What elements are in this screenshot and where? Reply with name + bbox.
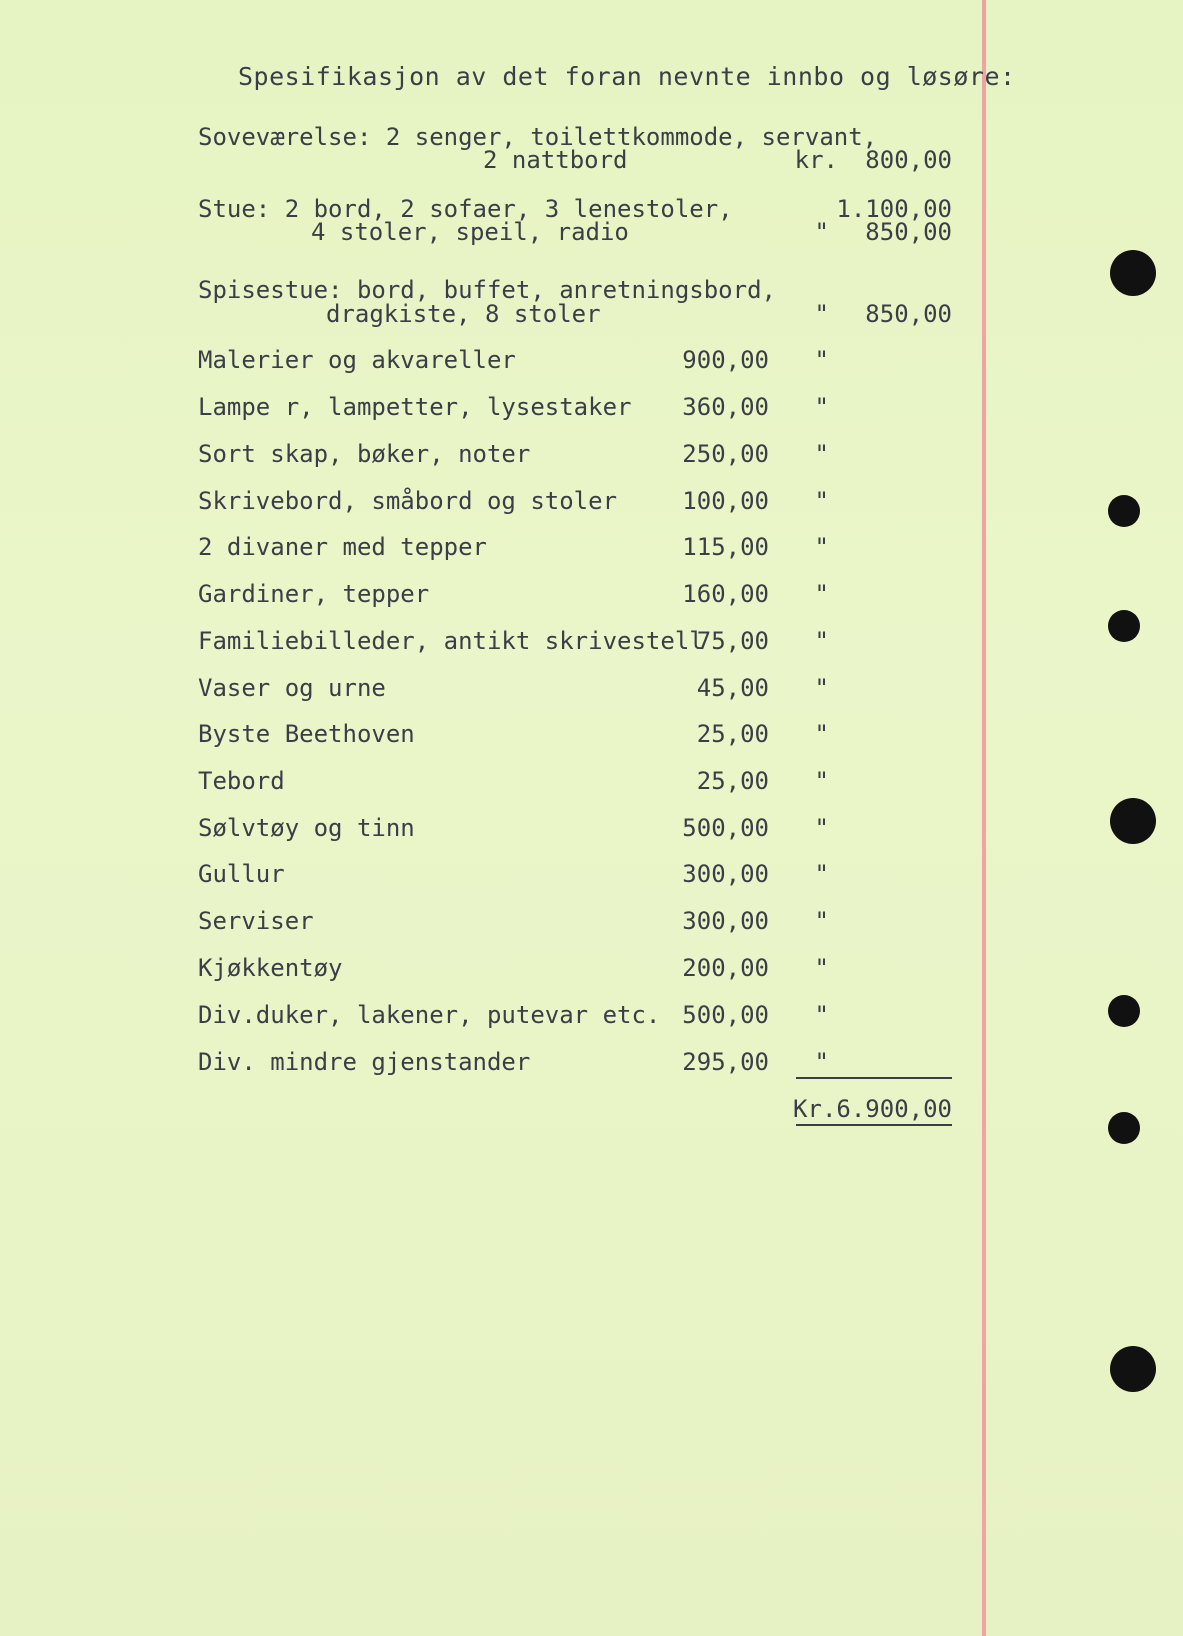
ditto-mark: " <box>814 218 829 246</box>
item-amount: 75,00 <box>696 627 769 655</box>
ditto-mark: " <box>814 1001 829 1029</box>
list-item <box>0 1001 1000 1031</box>
list-item <box>0 393 1000 423</box>
punch-hole <box>1110 798 1156 844</box>
ditto-mark: " <box>814 580 829 608</box>
list-item <box>0 627 1000 657</box>
item-label: Serviser <box>198 907 314 935</box>
list-item <box>0 487 1000 517</box>
item-amount: 360,00 <box>682 393 769 421</box>
item-label: Gardiner, tepper <box>198 580 430 608</box>
item-label: Gullur <box>198 860 285 888</box>
page-heading: Spesifikasjon av det foran nevnte innbo og løsøre: <box>238 62 1016 91</box>
ditto-mark: " <box>814 767 829 795</box>
punch-hole <box>1108 995 1140 1027</box>
ditto-mark: " <box>814 300 829 328</box>
item-label: Sølvtøy og tinn <box>198 814 415 842</box>
item-amount: 295,00 <box>682 1048 769 1076</box>
ditto-mark: " <box>814 346 829 374</box>
item-label: Div.duker, lakener, putevar etc. <box>198 1001 661 1029</box>
item-amount: 115,00 <box>682 533 769 561</box>
punch-hole <box>1108 1112 1140 1144</box>
item-label: Skrivebord, småbord og stoler <box>198 487 618 515</box>
ditto-mark: " <box>814 487 829 515</box>
item-amount: 900,00 <box>682 346 769 374</box>
list-item <box>0 907 1000 937</box>
ditto-mark: " <box>814 814 829 842</box>
list-item <box>0 767 1000 797</box>
list-item <box>0 860 1000 890</box>
item-amount: 45,00 <box>696 674 769 702</box>
item-amount: 160,00 <box>682 580 769 608</box>
item-amount: 100,00 <box>682 487 769 515</box>
total-amount: Kr.6.900,00 <box>793 1095 952 1123</box>
item-amount: 500,00 <box>682 814 769 842</box>
ditto-mark: " <box>814 1048 829 1076</box>
item-label: Tebord <box>198 767 285 795</box>
punch-hole <box>1110 250 1156 296</box>
item-label: 2 divaner med tepper <box>198 533 487 561</box>
item-amount: 25,00 <box>696 720 769 748</box>
item-amount: 300,00 <box>682 907 769 935</box>
ditto-mark: " <box>814 674 829 702</box>
entry-line: Spisestue: bord, buffet, anretningsbord, <box>198 276 776 304</box>
item-amount: 500,00 <box>682 1001 769 1029</box>
punch-hole <box>1108 495 1140 527</box>
entry-amount: 850,00 <box>865 218 952 246</box>
item-amount: 300,00 <box>682 860 769 888</box>
list-item <box>0 440 1000 470</box>
item-label: Familiebilleder, antikt skrivestell <box>198 627 704 655</box>
entry-amount: 1.100,00 <box>836 195 952 223</box>
list-item <box>0 346 1000 376</box>
entry-continuation: 4 stoler, speil, radio <box>311 218 629 246</box>
list-item <box>0 674 1000 704</box>
item-label: Byste Beethoven <box>198 720 415 748</box>
ditto-mark: " <box>814 627 829 655</box>
list-item <box>0 814 1000 844</box>
punch-hole <box>1110 1346 1156 1392</box>
ditto-mark: " <box>814 533 829 561</box>
ditto-mark: " <box>814 860 829 888</box>
list-item <box>0 954 1000 984</box>
entry-line: Stue: 2 bord, 2 sofaer, 3 lenestoler, <box>198 195 733 223</box>
ditto-mark: " <box>814 954 829 982</box>
punch-hole <box>1108 610 1140 642</box>
item-label: Kjøkkentøy <box>198 954 343 982</box>
list-item <box>0 1048 1000 1078</box>
ditto-mark: " <box>814 720 829 748</box>
item-label: Sort skap, bøker, noter <box>198 440 531 468</box>
ditto-mark: " <box>814 393 829 421</box>
entry-continuation: 2 nattbord <box>483 146 628 174</box>
list-item <box>0 533 1000 563</box>
item-label: Vaser og urne <box>198 674 386 702</box>
ditto-mark: " <box>814 440 829 468</box>
list-item <box>0 580 1000 610</box>
item-amount: 200,00 <box>682 954 769 982</box>
entry-line: Soveværelse: 2 senger, toilettkommode, servant, <box>198 123 878 151</box>
item-amount: 25,00 <box>696 767 769 795</box>
sum-rule <box>796 1077 952 1079</box>
ditto-mark: " <box>814 907 829 935</box>
entry-continuation: dragkiste, 8 stoler <box>326 300 601 328</box>
list-item <box>0 720 1000 750</box>
entry-amount: 800,00 <box>865 146 952 174</box>
item-amount: 250,00 <box>682 440 769 468</box>
entry-amount: 850,00 <box>865 300 952 328</box>
total-underline <box>796 1124 952 1126</box>
item-label: Malerier og akvareller <box>198 346 516 374</box>
item-label: Lampe r, lampetter, lysestaker <box>198 393 632 421</box>
item-label: Div. mindre gjenstander <box>198 1048 531 1076</box>
currency-label: kr. <box>794 146 838 174</box>
